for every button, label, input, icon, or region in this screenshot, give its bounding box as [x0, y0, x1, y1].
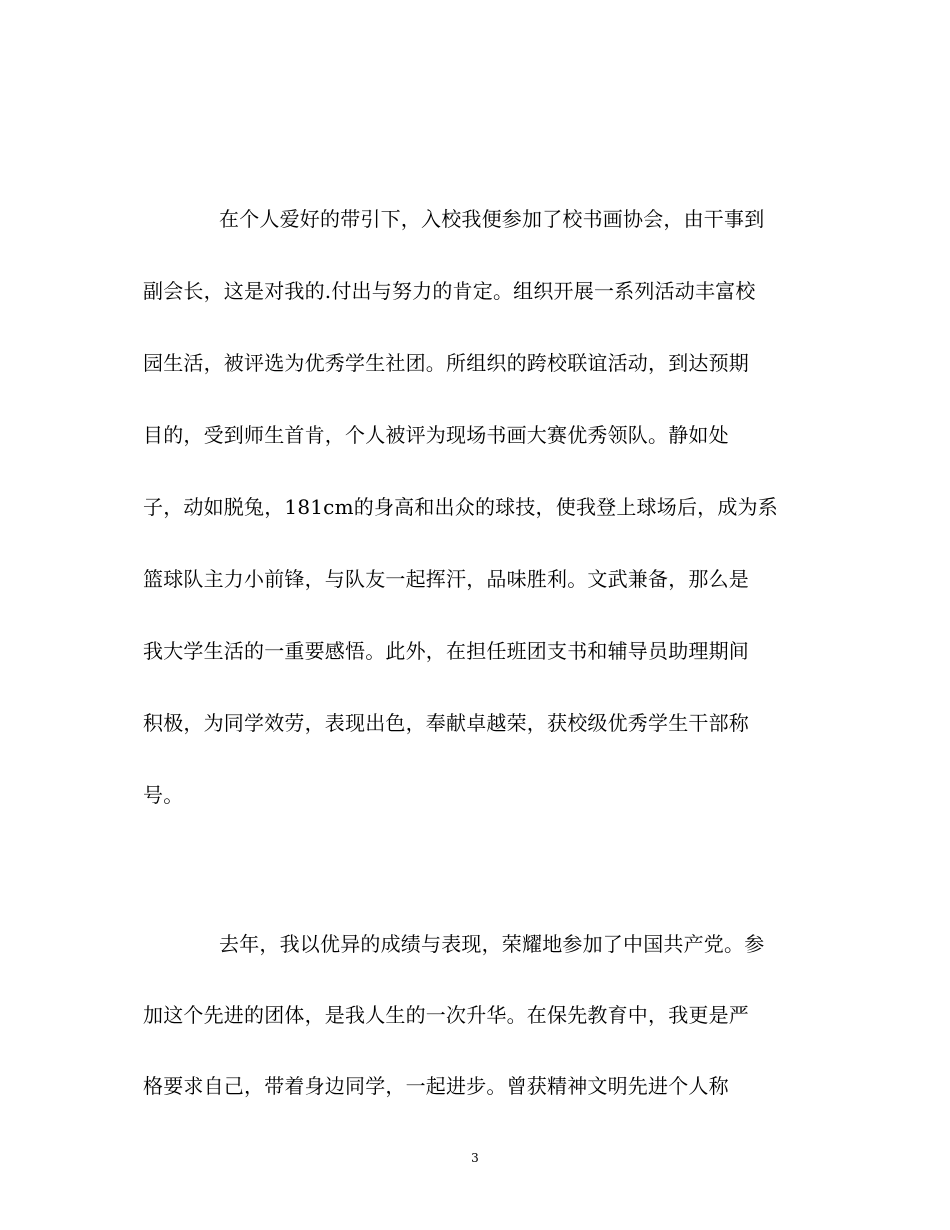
paragraph-1-line-4: 目的，受到师生首肯，个人被评为现场书画大赛优秀领队。静如处 — [143, 423, 729, 447]
paragraph-2-line-3: 格要求自己，带着身边同学，一起进步。曾获精神文明先进个人称 — [143, 1074, 729, 1098]
page-number: 3 — [471, 1151, 479, 1165]
paragraph-2-line-2: 加这个先进的团体，是我人生的一次升华。在保先教育中，我更是严 — [143, 1003, 749, 1027]
paragraph-1-line-8: 积极，为同学效劳，表现出色，奉献卓越荣，获校级优秀学生干部称 — [143, 711, 749, 735]
paragraph-1-line-1: 在个人爱好的带引下，入校我便参加了校书画协会，由干事到 — [219, 207, 765, 231]
paragraph-1-line-2: 副会长，这是对我的.付出与努力的肯定。组织开展一系列活动丰富校 — [143, 279, 756, 303]
paragraph-1-line-6: 篮球队主力小前锋，与队友一起挥汗，品味胜利。文武兼备，那么是 — [143, 567, 749, 591]
paragraph-1-line-7: 我大学生活的一重要感悟。此外，在担任班团支书和辅导员助理期间 — [143, 639, 749, 663]
paragraph-1-line-3: 园生活，被评选为优秀学生社团。所组织的跨校联谊活动，到达预期 — [143, 351, 749, 375]
paragraph-1-line-5: 子，动如脱兔，181cm的身高和出众的球技，使我登上球场后，成为系 — [143, 495, 778, 519]
paragraph-1-line-9: 号。 — [143, 783, 184, 807]
paragraph-2-line-1: 去年，我以优异的成绩与表现，荣耀地参加了中国共产党。参 — [219, 932, 765, 956]
